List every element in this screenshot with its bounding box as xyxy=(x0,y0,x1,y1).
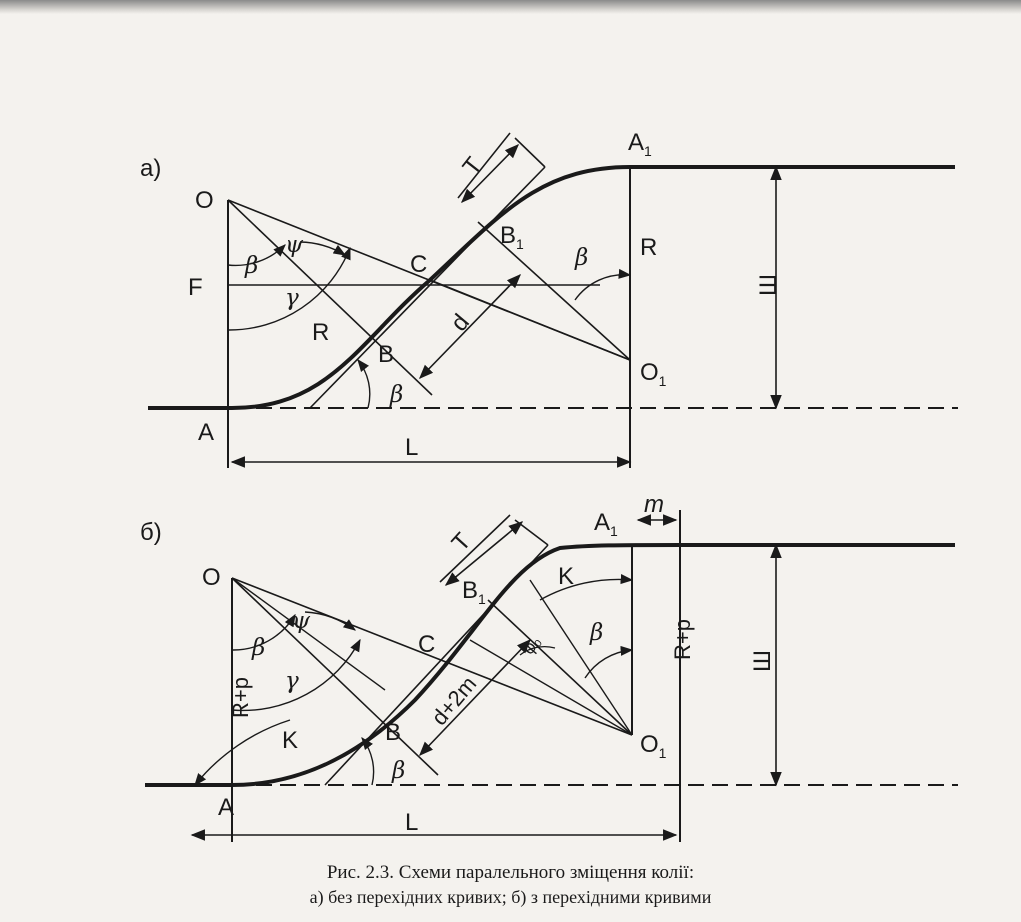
line-o-b-a xyxy=(228,200,432,395)
label-t-b: T xyxy=(446,527,477,557)
label-r-left-a: R xyxy=(312,319,330,346)
label-r-p-right-b: R+p xyxy=(670,619,695,660)
label-psi-a: ψ xyxy=(285,232,304,258)
label-r-right-a: R xyxy=(640,234,658,261)
label-l-a: L xyxy=(405,434,419,461)
label-d-a: d xyxy=(445,309,475,337)
label-point-k-right-b: K xyxy=(558,563,575,590)
figure-caption-subtitle: а) без перехідних кривих; б) з перехідними кривими xyxy=(309,887,712,907)
label-panel-a: а) xyxy=(140,155,162,182)
tangent-line-a xyxy=(310,167,545,408)
label-l-b: L xyxy=(405,809,419,836)
label-psi-b: ψ xyxy=(292,608,311,634)
track-b xyxy=(145,545,955,785)
label-beta-bottom-b: β xyxy=(392,758,406,784)
label-e-b: Ш xyxy=(749,650,776,672)
label-beta-left-b: β xyxy=(252,635,266,661)
track-a xyxy=(148,167,955,408)
label-gamma-a: γ xyxy=(285,285,299,311)
label-panel-b: б) xyxy=(140,519,162,546)
label-point-o1-a: $O_1$ xyxy=(640,359,667,389)
figure-caption-title: Рис. 2.3. Схеми паралельного зміщення колії: xyxy=(326,862,695,883)
label-phi0-b: φ₀ xyxy=(518,632,545,659)
label-d2m-b: d+2m xyxy=(426,671,482,731)
label-point-a1-a: $A_1$ xyxy=(628,129,652,159)
label-beta-bottom-a: β xyxy=(390,382,404,408)
label-point-b-a: B xyxy=(378,341,395,368)
label-point-k-left-b: K xyxy=(282,727,299,754)
label-point-o1-b: $O_1$ xyxy=(640,731,667,761)
label-t-a: T xyxy=(457,152,488,181)
label-point-o-a: O xyxy=(195,187,214,214)
label-beta-right-b: β xyxy=(590,620,604,646)
label-beta-right-a: β xyxy=(575,245,589,271)
label-point-b-b: B xyxy=(385,719,402,746)
label-point-o-b: O xyxy=(202,564,221,591)
label-point-a-a: A xyxy=(198,419,215,446)
label-point-b1-a: $B_1$ xyxy=(500,222,524,252)
label-point-c-a: C xyxy=(410,251,428,278)
label-beta-left-a: β xyxy=(245,253,259,279)
label-point-b1-b: $B_1$ xyxy=(462,577,486,607)
label-r-p-left-b: R+p xyxy=(228,677,253,718)
label-e-a: Ш xyxy=(755,274,782,296)
label-m-b: m xyxy=(644,491,664,518)
diagram-b xyxy=(145,510,958,842)
label-point-a-b: A xyxy=(218,794,235,821)
label-gamma-b: γ xyxy=(285,668,299,694)
label-point-c-b: C xyxy=(418,631,436,658)
diagram-a xyxy=(148,133,958,468)
label-point-f-a: F xyxy=(188,274,203,301)
label-point-a1-b: $A_1$ xyxy=(594,509,618,539)
